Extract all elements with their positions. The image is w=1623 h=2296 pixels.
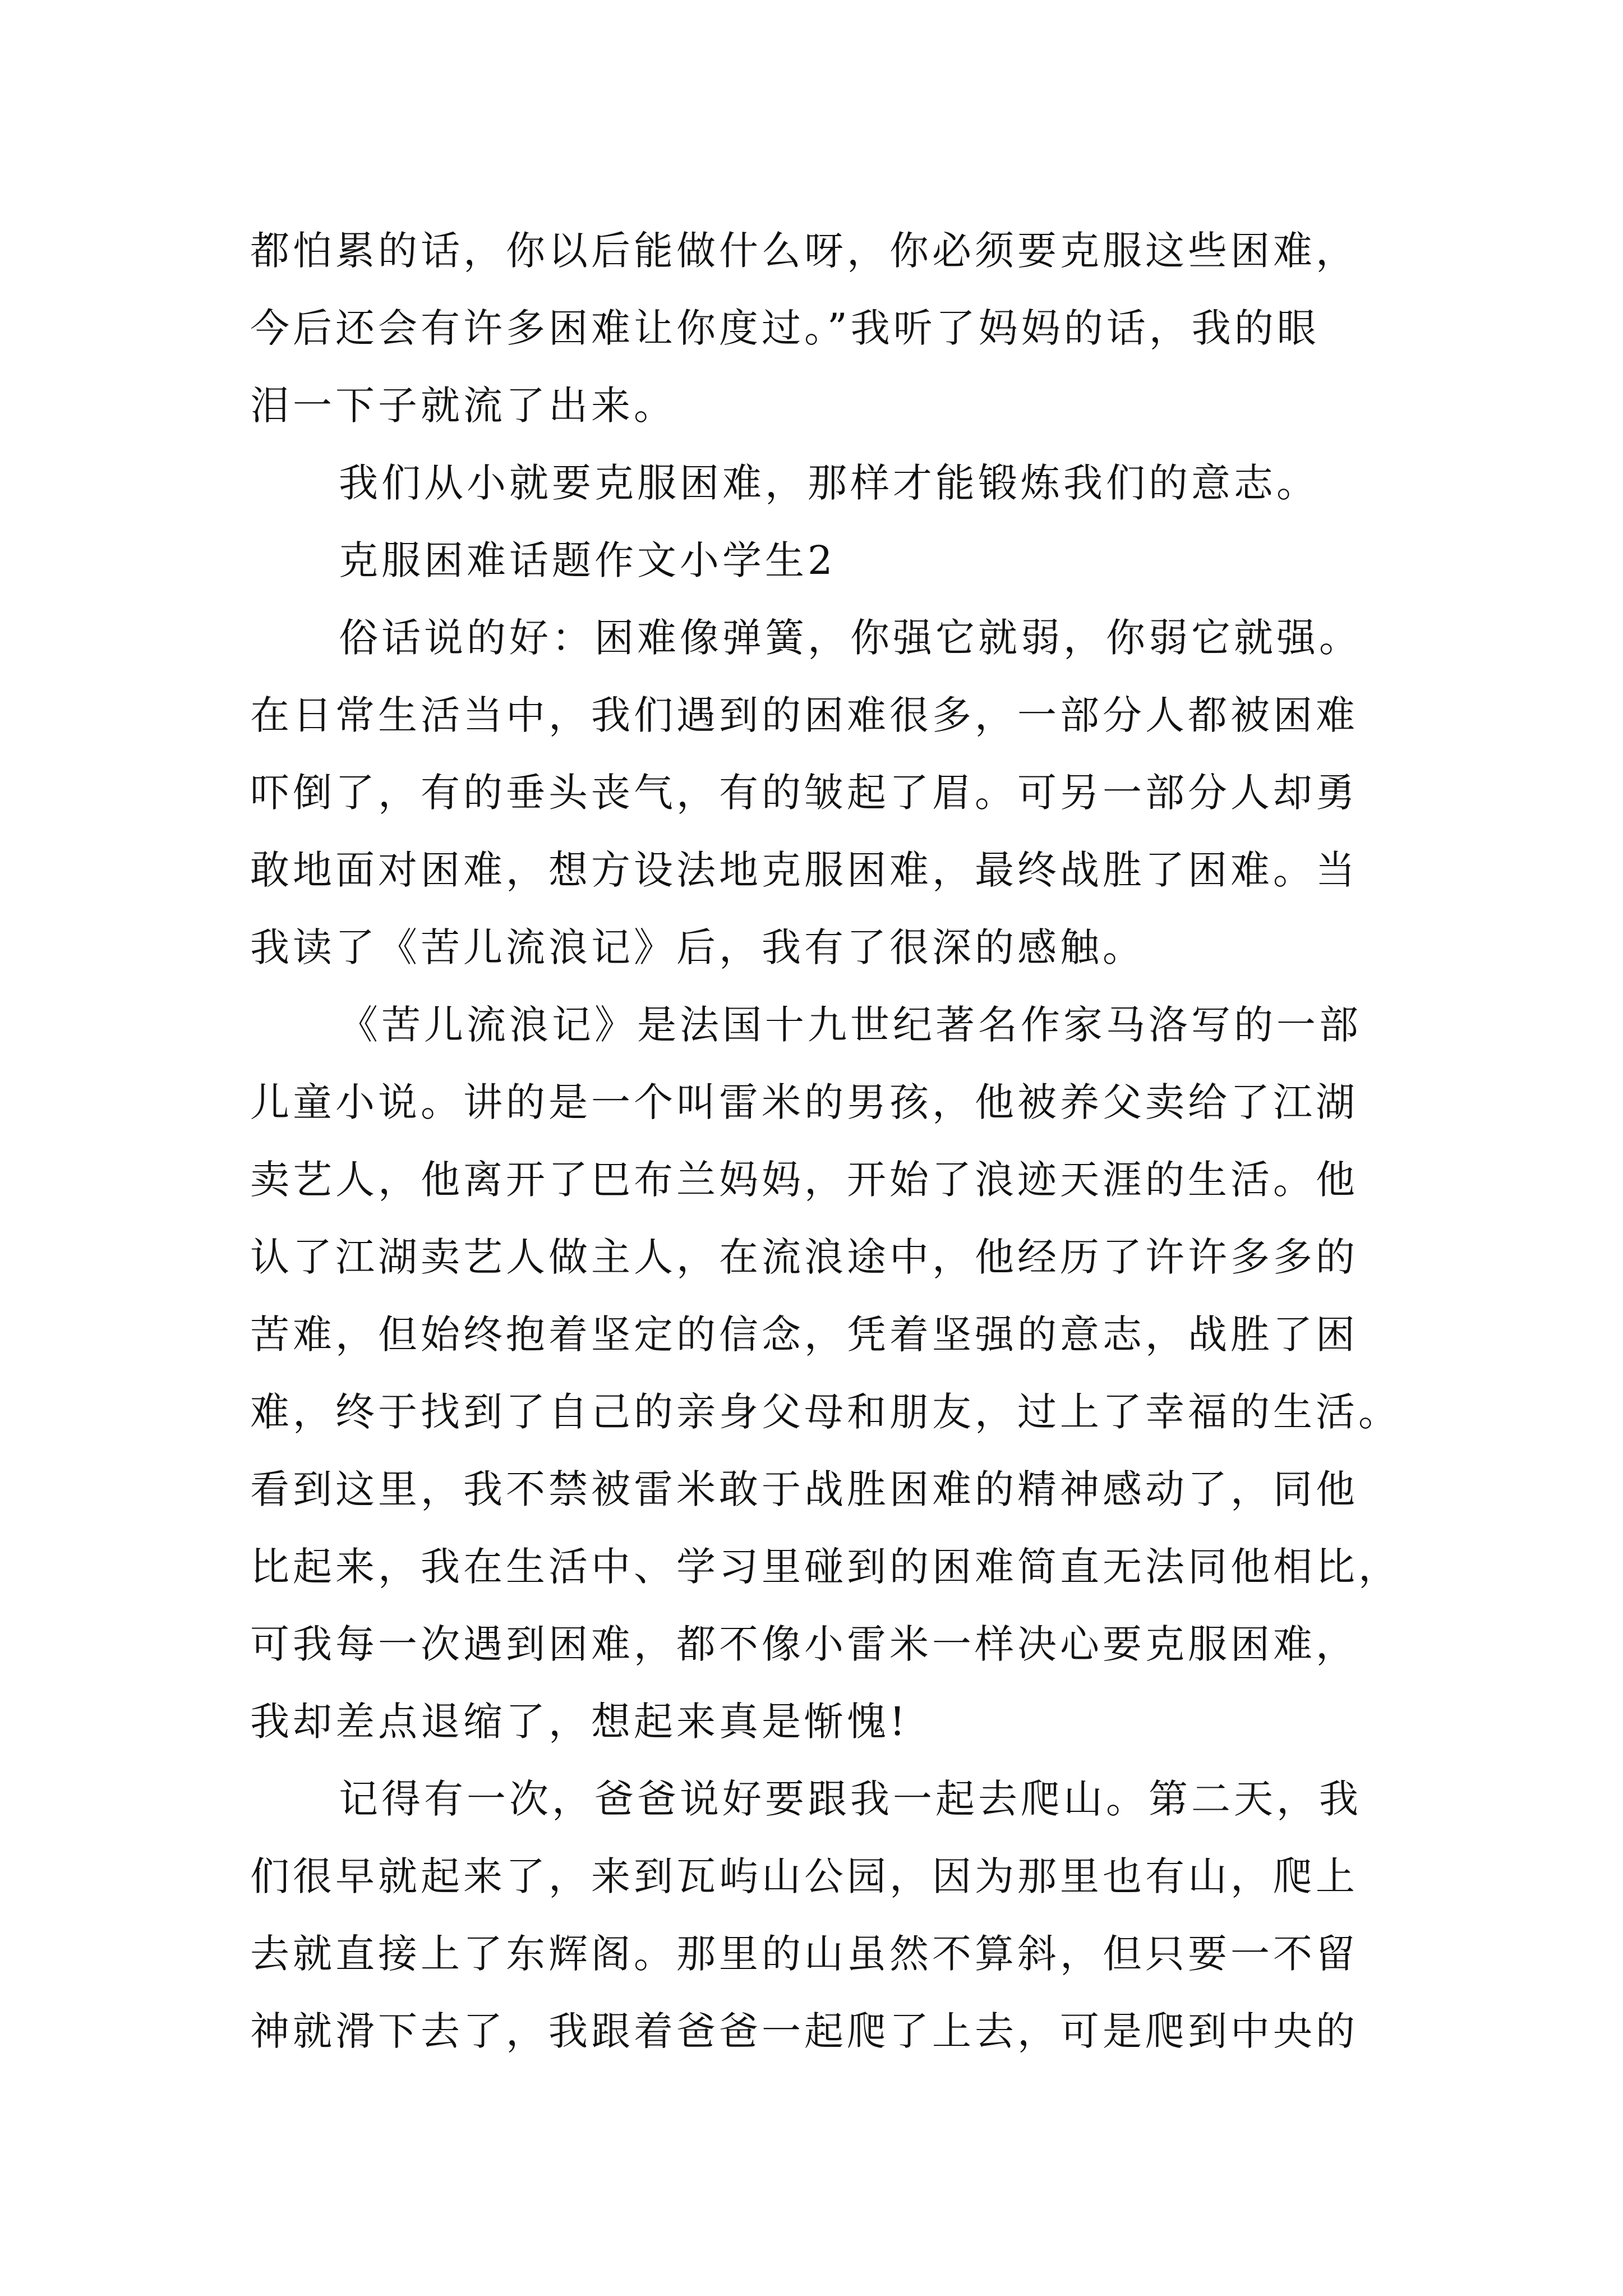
paragraph-first-line: 俗话说的好：困难像弹簧，你强它就弱，你弱它就强。 [339,615,1362,661]
text-line: 泪一下子就流了出来。 [250,383,676,429]
text-line: 难，终于找到了自己的亲身父母和朋友，过上了幸福的生活。 [250,1389,1401,1435]
text-line: 儿童小说。讲的是一个叫雷米的男孩，他被养父卖给了江湖 [250,1079,1358,1125]
paragraph-first-line: 《苦儿流浪记》是法国十九世纪著名作家马洛写的一部 [339,1002,1362,1048]
text-line: 吓倒了，有的垂头丧气，有的皱起了眉。可另一部分人却勇 [250,770,1358,816]
text-line: 今后还会有许多困难让你度过。”我听了妈妈的话，我的眼 [250,305,1320,351]
section-heading: 克服困难话题作文小学生2 [339,537,836,583]
text-line: 苦难，但始终抱着坚定的信念，凭着坚强的意志，战胜了困 [250,1312,1358,1358]
text-line: 认了江湖卖艺人做主人，在流浪途中，他经历了许许多多的 [250,1234,1358,1280]
text-line: 都怕累的话，你以后能做什么呀，你必须要克服这些困难， [250,228,1358,274]
paragraph-first-line: 记得有一次，爸爸说好要跟我一起去爬山。第二天，我 [339,1776,1362,1822]
text-line: 我读了《苦儿流浪记》后，我有了很深的感触。 [250,924,1145,970]
document-body [250,212,1401,2070]
text-line: 们很早就起来了，来到瓦屿山公园，因为那里也有山，爬上 [250,1853,1358,1899]
text-line: 可我每一次遇到困难，都不像小雷米一样决心要克服困难， [250,1621,1358,1667]
paragraph-first-line: 我们从小就要克服困难，那样才能锻炼我们的意志。 [339,460,1319,506]
text-line: 在日常生活当中，我们遇到的困难很多，一部分人都被困难 [250,692,1358,738]
text-line: 神就滑下去了，我跟着爸爸一起爬了上去，可是爬到中央的 [250,2008,1358,2054]
text-line: 卖艺人，他离开了巴布兰妈妈，开始了浪迹天涯的生活。他 [250,1157,1358,1203]
text-line: 我却差点退缩了，想起来真是惭愧! [250,1699,909,1745]
text-line: 比起来，我在生活中、学习里碰到的困难简直无法同他相比， [250,1544,1401,1590]
text-line: 敢地面对困难，想方设法地克服困难，最终战胜了困难。当 [250,847,1358,893]
text-line: 去就直接上了东辉阁。那里的山虽然不算斜，但只要一不留 [250,1931,1358,1977]
text-line: 看到这里，我不禁被雷米敢于战胜困难的精神感动了，同他 [250,1466,1358,1512]
